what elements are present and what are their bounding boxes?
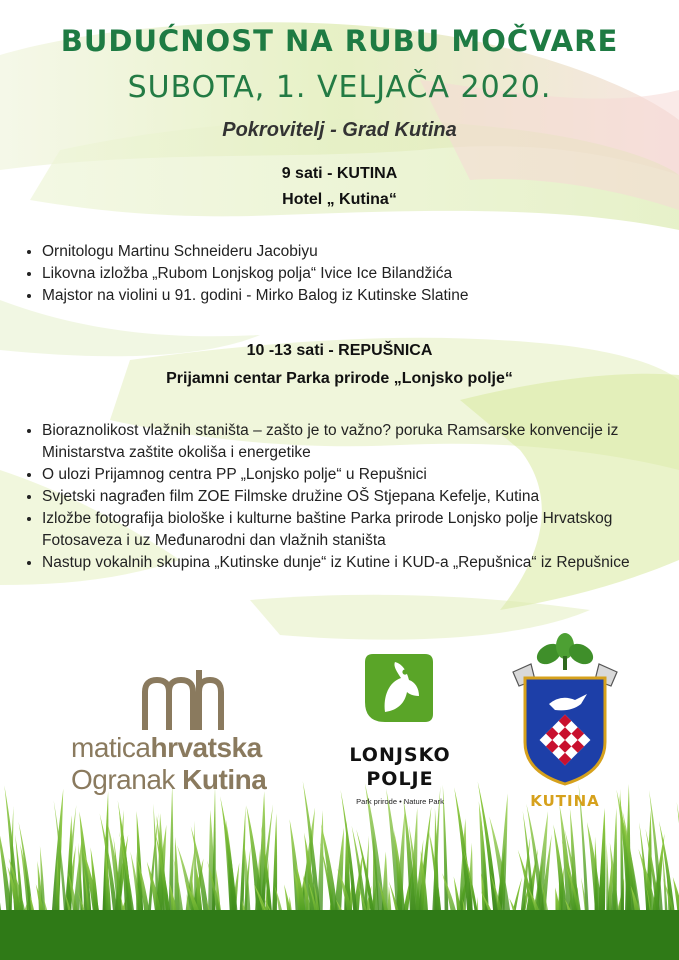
oak-leaves-icon bbox=[533, 633, 597, 670]
session1-time-place: 9 sati - KUTINA bbox=[281, 165, 398, 182]
list-item: • Bioraznolikost vlažnih staništa – zašto je to važno? poruka Ramsarske konvencije iz Ministarstva zaštite okoliša i energetike bbox=[42, 420, 652, 464]
event-title: BUDUĆNOST NA RUBU MOČVARE bbox=[60, 24, 619, 58]
sponsor-line: Pokrovitelj - Grad Kutina bbox=[222, 119, 457, 141]
list-item: • Izložbe fotografija biološke i kulturne baštine Parka prirode Lonjsko polje Hrvatskog Fotosaveza i uz Međunarodni dan vlažnih staništa bbox=[42, 508, 652, 552]
lonjsko-subtitle: Park prirode • Nature Park bbox=[356, 797, 444, 806]
list-item: • Majstor na violini u 91. godini - Mirko Balog iz Kutinske Slatine bbox=[42, 285, 652, 307]
list-item: • Ornitologu Martinu Schneideru Jacobiyu bbox=[42, 241, 652, 263]
list-item: • Likovna izložba „Rubom Lonjskog polja“ Ivice Ice Bilandžića bbox=[42, 263, 652, 285]
session2-venue: Prijamni centar Parka prirode „Lonjsko polje“ bbox=[166, 370, 513, 387]
list-item: • O ulozi Prijamnog centra PP „Lonjsko polje“ u Repušnici bbox=[42, 464, 652, 486]
kutina-coat-of-arms bbox=[505, 632, 635, 817]
lonjsko-name-line1: LONJSKO bbox=[349, 744, 451, 766]
session2-time-place: 10 -13 sati - REPUŠNICA bbox=[246, 342, 433, 359]
kutina-crest-label: KUTINA bbox=[530, 792, 600, 810]
event-date: SUBOTA, 1. VELJAČA 2020. bbox=[127, 70, 552, 105]
list-item: • Svjetski nagrađen film ZOE Filmske družine OŠ Stjepana Kefelje, Kutina bbox=[42, 486, 652, 508]
matica-hrvatska-logo bbox=[68, 660, 318, 800]
stork-icon bbox=[363, 652, 435, 724]
list-item: • Nastup vokalnih skupina „Kutinske dunje“ iz Kutine i KUD-a „Repušnica“ iz Repušnice bbox=[42, 552, 652, 574]
lonjsko-polje-logo bbox=[335, 648, 465, 813]
session1-venue: Hotel „ Kutina“ bbox=[282, 191, 397, 208]
coat-of-arms-icon bbox=[505, 632, 625, 792]
lonjsko-name-line2: POLJE bbox=[366, 768, 434, 790]
matica-branch-line: Ogranak Kutina bbox=[71, 764, 267, 795]
matica-name-line: maticahrvatska bbox=[71, 732, 262, 763]
session1-list bbox=[18, 241, 652, 307]
matica-mh-icon bbox=[140, 670, 226, 730]
session2-list bbox=[18, 420, 652, 574]
